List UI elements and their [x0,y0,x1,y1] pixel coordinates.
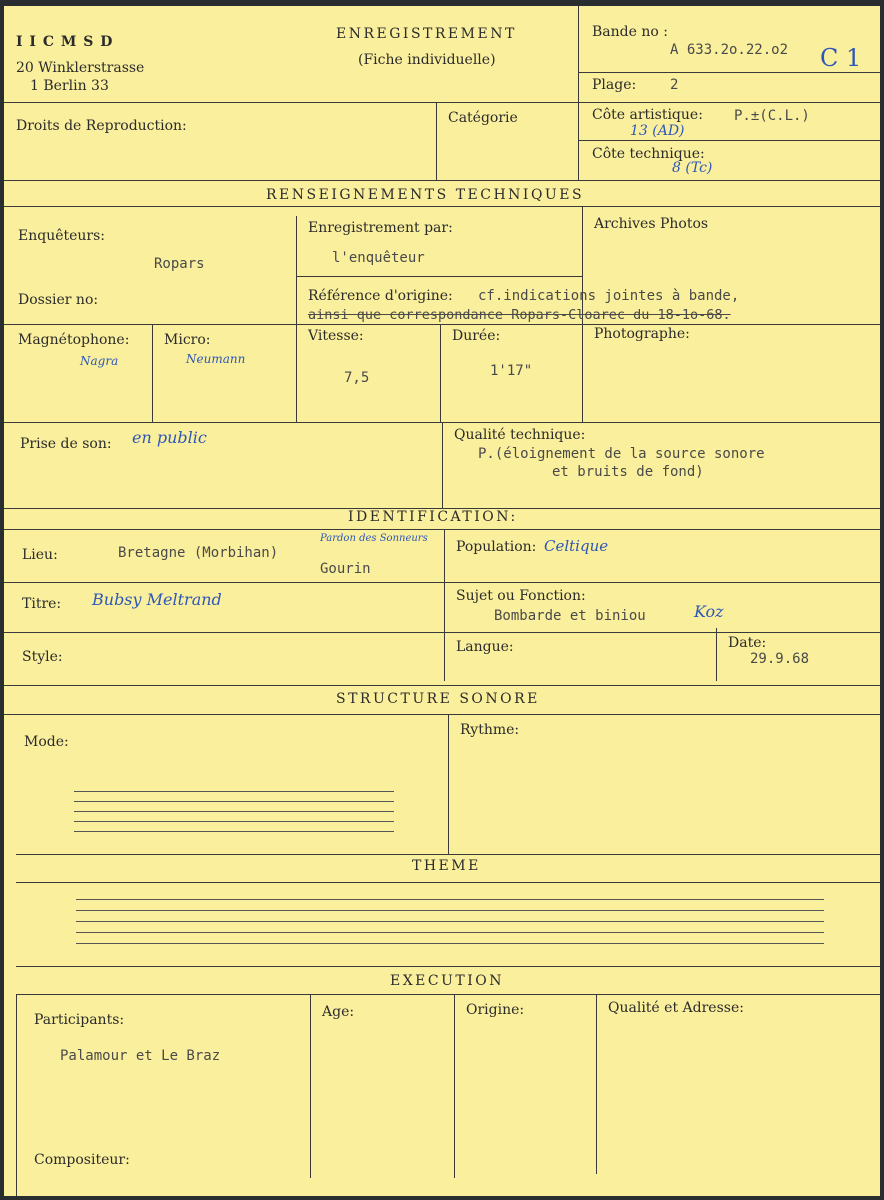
style-label: Style: [22,649,63,665]
cote-artistique-value: P.±(C.L.) [734,108,810,124]
droits-label: Droits de Reproduction: [16,118,187,134]
rule [4,685,880,686]
col-divider-date [716,628,717,681]
bande-value: A 633.2o.22.o2 [670,42,789,58]
reference-label: Référence d'origine: [308,288,453,304]
rule [578,140,880,141]
cote-technique-handwritten: 8 (Tc) [672,160,713,176]
photographe-label: Photographe: [594,326,690,342]
date-value: 29.9.68 [750,651,810,667]
reference-line1: cf.indications jointes à bande, [478,288,740,304]
plage-label: Plage: [592,77,637,93]
prise-de-son-label: Prise de son: [20,436,112,452]
enqueteurs-value: Ropars [154,256,205,272]
rule [4,582,880,583]
org-address-line2: 1 Berlin 33 [30,78,109,94]
section-title-structure: STRUCTURE SONORE [336,691,540,707]
qualite-technique-line2: et bruits de fond) [552,464,704,480]
col-divider-qualite-adresse [596,994,597,1174]
sujet-label: Sujet ou Fonction: [456,588,586,604]
participants-label: Participants: [34,1012,125,1028]
col-divider-origine [454,994,455,1178]
magnetophone-label: Magnétophone: [18,332,130,348]
prise-de-son-handwritten: en public [132,428,207,447]
rule [16,854,880,855]
categorie-divider [436,102,437,180]
archives-photos-label: Archives Photos [594,216,709,232]
reference-line2: ainsi que correspondance Ropars-Cloarec du 18-1o-68. [308,307,731,323]
qualite-technique-label: Qualité technique: [454,427,586,443]
col-divider-micro [152,324,153,422]
enregistrement-label: Enregistrement par: [308,220,453,236]
sujet-value: Bombarde et biniou [494,608,646,624]
section-title-theme: THEME [412,858,481,874]
age-label: Age: [322,1004,355,1020]
rule [16,994,880,995]
participants-value: Palamour et Le Braz [60,1048,221,1064]
dossier-label: Dossier no: [18,292,99,308]
cote-artistique-label: Côte artistique: [592,107,703,123]
rule [4,180,880,181]
compositeur-label: Compositeur: [34,1152,130,1168]
lieu-value-town: Gourin [320,561,371,577]
date-label: Date: [728,635,767,651]
rule [4,529,880,530]
micro-label: Micro: [164,332,211,348]
left-border [16,994,17,1196]
bande-label: Bande no : [592,24,668,40]
col-divider-identification [444,529,445,681]
lieu-handwritten: Pardon des Sonneurs [320,533,428,544]
enregistrement-value: l'enquêteur [332,250,425,266]
categorie-label: Catégorie [448,110,518,126]
col-divider-rythme [448,714,449,854]
origine-label: Origine: [466,1002,525,1018]
section-title-technique: RENSEIGNEMENTS TECHNIQUES [266,187,585,203]
enqueteurs-label: Enquêteurs: [18,228,106,244]
org-name: I I C M S D [16,34,114,50]
vitesse-label: Vitesse: [308,328,364,344]
section-title-execution: EXECUTION [390,973,505,989]
titre-handwritten: Bubsy Meltrand [92,590,222,609]
lieu-value: Bretagne (Morbihan) [118,545,279,561]
rule [4,206,880,207]
rule [4,632,880,633]
rule [578,72,880,73]
form-title: ENREGISTREMENT [336,26,517,42]
cote-artistique-handwritten: 13 (AD) [630,123,685,139]
form-subtitle: (Fiche individuelle) [358,52,496,68]
lieu-label: Lieu: [22,547,58,563]
rule [16,882,880,883]
rule [4,324,880,325]
col-divider-duree [440,324,441,422]
mode-label: Mode: [24,734,69,750]
rule [4,102,880,103]
bande-handwritten: C 1 [820,44,862,72]
col-divider-enqueteurs [296,216,297,422]
rule [4,714,880,715]
cote-technique-label: Côte technique: [592,146,705,162]
titre-label: Titre: [22,596,62,612]
qualite-adresse-label: Qualité et Adresse: [608,1000,744,1016]
duree-label: Durée: [452,328,501,344]
col-divider-qualite [442,422,443,508]
section-title-identification: IDENTIFICATION: [348,509,518,525]
duree-value: 1'17" [490,363,533,379]
micro-handwritten: Neumann [186,352,246,366]
rythme-label: Rythme: [460,722,520,738]
col-divider-age [310,994,311,1178]
rule [296,276,582,277]
recording-form-card [4,6,880,1196]
population-handwritten: Celtique [544,537,609,555]
sujet-handwritten: Koz [694,602,724,621]
header-right-divider [578,6,579,180]
vitesse-value: 7,5 [344,370,370,386]
org-address-line1: 20 Winklerstrasse [16,60,145,76]
rule [16,966,880,967]
langue-label: Langue: [456,639,514,655]
population-label: Population: [456,539,537,555]
magnetophone-handwritten: Nagra [80,354,119,368]
qualite-technique-line1: P.(éloignement de la source sonore [478,446,765,462]
plage-value: 2 [670,77,679,93]
